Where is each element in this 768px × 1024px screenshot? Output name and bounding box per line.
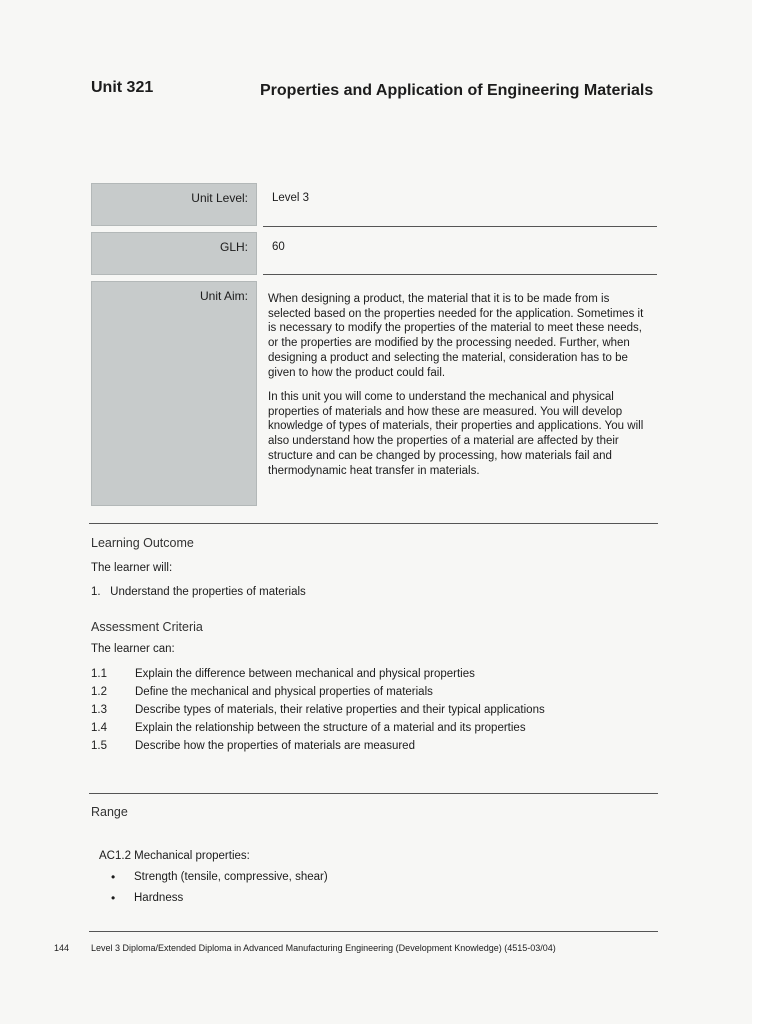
page-number: 144 — [54, 943, 70, 953]
unit-level-label-cell — [91, 183, 257, 226]
criteria-text: Describe types of materials, their relative properties and their typical applications — [135, 704, 545, 716]
criteria-text: Describe how the properties of materials are measured — [135, 740, 415, 752]
criteria-text: Define the mechanical and physical properties of materials — [135, 686, 433, 698]
criteria-number: 1.5 — [91, 740, 107, 752]
criteria-number: 1.2 — [91, 686, 107, 698]
learning-outcome-heading: Learning Outcome — [91, 536, 194, 550]
glh-value: 60 — [272, 241, 285, 253]
criteria-text: Explain the relationship between the structure of a material and its properties — [135, 722, 526, 734]
criteria-number: 1.1 — [91, 668, 107, 680]
unit-aim-label: Unit Aim: — [199, 289, 248, 303]
page-edge — [752, 0, 768, 1024]
glh-rule — [263, 274, 657, 275]
range-bullet-text: Strength (tensile, compressive, shear) — [134, 871, 328, 883]
glh-label: GLH: — [219, 240, 248, 254]
learning-outcome-item: 1. Understand the properties of materials — [91, 586, 306, 598]
range-divider — [89, 793, 658, 794]
unit-number: Unit 321 — [91, 79, 154, 96]
unit-aim-paragraph-1: When designing a product, the material that it is to be made from is selected based on the properties needed for the application. Sometimes it is necessary to modify the properties of the material to meet these needs, or the properties are modified by the processing needed. Further, when designing a product and selecting the material, consideration has to be given to how the product could fail. — [268, 293, 644, 379]
footer-text: Level 3 Diploma/Extended Diploma in Advanced Manufacturing Engineering (Development Knowledge) (4515-03/04) — [91, 943, 556, 953]
assessment-criteria-intro: The learner can: — [91, 643, 175, 655]
assessment-criteria-heading: Assessment Criteria — [91, 620, 203, 634]
section-divider — [89, 523, 658, 524]
unit-aim-paragraph-2: In this unit you will come to understand the mechanical and physical properties of materials and how these are measured. You will develop knowledge of types of materials, their properties and applications. You will also understand how the properties of a material are affected by their structure and can be changed by processing, how materials fail and thermodynamic heat transfer in materials. — [268, 391, 644, 477]
bullet-icon: • — [111, 870, 116, 884]
unit-level-label: Unit Level: — [191, 191, 248, 205]
criteria-number: 1.3 — [91, 704, 107, 716]
learning-outcome-intro: The learner will: — [91, 562, 173, 574]
glh-label-cell — [91, 232, 257, 275]
range-heading: Range — [91, 805, 128, 819]
bullet-icon: • — [111, 891, 116, 905]
unit-aim-label-cell — [91, 281, 257, 506]
footer-rule — [89, 931, 658, 932]
unit-level-value: Level 3 — [272, 192, 310, 204]
range-subheading: AC1.2 Mechanical properties: — [99, 850, 250, 862]
criteria-text: Explain the difference between mechanical and physical properties — [135, 668, 475, 680]
unit-title: Properties and Application of Engineering Materials — [260, 82, 654, 99]
range-bullet-text: Hardness — [134, 892, 184, 904]
criteria-number: 1.4 — [91, 722, 107, 734]
unit-level-rule — [263, 226, 657, 227]
